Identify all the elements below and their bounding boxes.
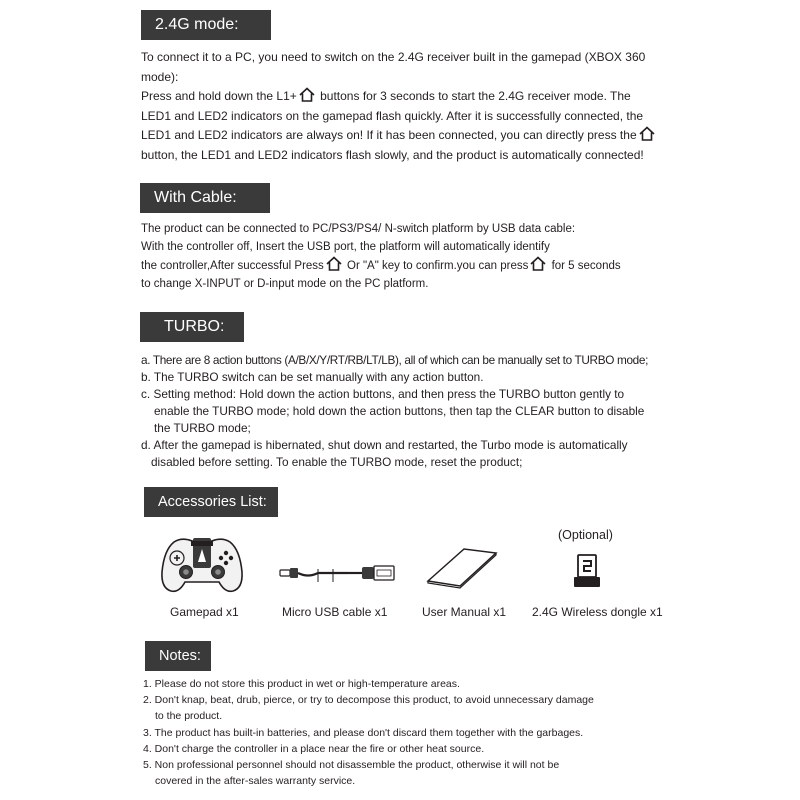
accessory-label-gamepad: Gamepad x1 [170, 605, 239, 619]
usb-cable-icon [278, 560, 400, 588]
section-body-turbo [141, 352, 648, 471]
text-line: 3. The product has built-in batteries, and please don't discard them together with the garbages. [143, 726, 584, 739]
text-line: covered in the after-sales warranty service. [155, 775, 356, 788]
text-line: the TURBO mode; [154, 421, 251, 435]
text-line: LED1 and LED2 indicators on the gamepad flash quickly. After it is successfully connected, the [141, 108, 644, 123]
text-fragment: the controller,After successful Press [141, 260, 324, 272]
section-body-24g-mode [141, 48, 657, 165]
accessory-label-usb-cable: Micro USB cable x1 [282, 605, 388, 619]
home-button-icon [639, 126, 655, 141]
dongle-icon [572, 553, 602, 589]
optional-label: (Optional) [558, 528, 613, 542]
text-line: disabled before setting. To enable the TURBO mode, reset the product; [151, 455, 523, 469]
text-fragment: LED1 and LED2 indicators are always on! If it has been connected, you can directly press the [141, 128, 637, 142]
gamepad-icon [160, 536, 244, 596]
text-line: enable the TURBO mode; hold down the action buttons, then tap the CLEAR button to disable [154, 404, 645, 418]
section-body-notes [143, 676, 594, 789]
section-body-with-cable [141, 221, 621, 293]
section-header-24g-mode: 2.4G mode: [141, 10, 271, 40]
section-header-notes: Notes: [145, 641, 211, 671]
text-line: c. Setting method: Hold down the action buttons, and then press the TURBO button gently to [141, 387, 625, 401]
text-line: d. After the gamepad is hibernated, shut down and restarted, the Turbo mode is automatically [141, 438, 628, 452]
text-line: 5. Non professional personnel should not disassemble the product, otherwise it will not be [143, 759, 560, 772]
section-header-accessories: Accessories List: [144, 487, 278, 517]
text-line: to the product. [155, 710, 223, 723]
text-line: 2. Don't knap, beat, drub, pierce, or try to decompose this product, to avoid unnecessary damage [143, 694, 594, 707]
text-line [141, 87, 657, 107]
accessory-label-wireless-dongle: 2.4G Wireless dongle x1 [532, 605, 663, 619]
text-line [141, 126, 657, 146]
home-button-icon [326, 256, 342, 271]
text-line: to change X-INPUT or D-input mode on the PC platform. [141, 277, 429, 290]
section-header-turbo: TURBO: [140, 312, 244, 342]
text-fragment: Press and hold down the L1+ [141, 89, 297, 103]
text-line: mode): [141, 69, 179, 84]
text-line: 4. Don't charge the controller in a place near the fire or other heat source. [143, 742, 485, 755]
accessory-label-user-manual: User Manual x1 [422, 605, 507, 619]
section-header-with-cable: With Cable: [140, 183, 270, 213]
home-button-icon [299, 87, 315, 102]
text-fragment: Or "A" key to confirm.you can press [343, 260, 529, 272]
text-fragment: buttons for 3 seconds to start the 2.4G receiver mode. The [316, 89, 631, 103]
text-line: The product can be connected to PC/PS3/PS4/ N-switch platform by USB data cable: [141, 223, 576, 235]
text-line: b. The TURBO switch can be set manually with any action button. [141, 370, 484, 384]
text-line [141, 256, 621, 276]
text-fragment: for 5 seconds [548, 260, 621, 272]
text-line: 1. Please do not store this product in wet or high-temperature areas. [143, 678, 460, 690]
manual-icon [424, 545, 500, 589]
text-line: button, the LED1 and LED2 indicators flash slowly, and the product is automatically connected! [141, 147, 644, 162]
text-line: To connect it to a PC, you need to switch on the 2.4G receiver built in the gamepad (XBOX 360 [141, 50, 646, 64]
home-button-icon [530, 256, 546, 271]
text-line: a. There are 8 action buttons (A/B/X/Y/RT/RB/LT/LB), all of which can be manually set to TURBO mode; [141, 353, 649, 367]
text-line: With the controller off, Insert the USB port, the platform will automatically identify [141, 240, 550, 253]
